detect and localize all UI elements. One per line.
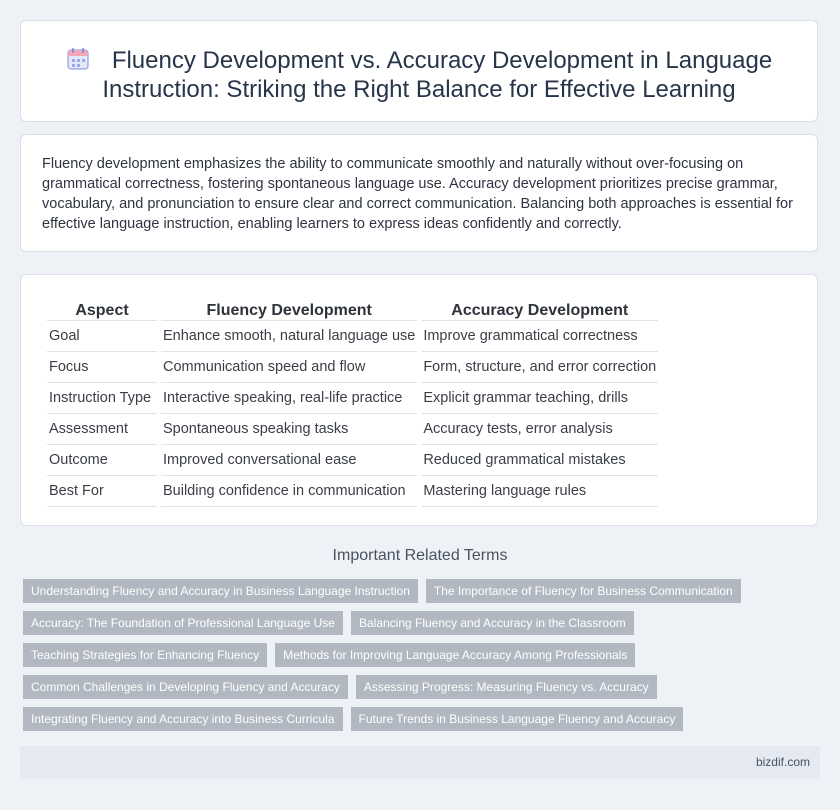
title-line-1: Fluency Development vs. Accuracy Development in Language [111,47,773,74]
table-cell: Assessment [47,413,157,444]
column-header-accuracy: Accuracy Development [451,302,629,319]
related-term-tag[interactable]: Methods for Improving Language Accuracy Among Professionals [275,643,635,667]
related-term-tag[interactable]: Assessing Progress: Measuring Fluency vs. Accuracy [356,675,657,699]
table-cell: Enhance smooth, natural language use [161,320,417,351]
intro-paragraph: Fluency development emphasizes the ability to communicate smoothly and naturally without over-focusing on grammatical correctness, fostering spontaneous language use. Accuracy development prioritizes precise grammar, vocabulary, and pronunciation to ensure clear and correct communication. Balancing both approaches is essential for effective language instruction, enabling learners to express ideas confidently and correctly. [42,156,793,232]
title-card [20,20,818,122]
related-term-tag[interactable]: Accuracy: The Foundation of Professional Language Use [23,611,343,635]
related-term-tag[interactable]: Teaching Strategies for Enhancing Fluency [23,643,267,667]
table-row [47,320,658,351]
footer-site-link[interactable]: bizdif.com [755,755,810,769]
table-cell: Communication speed and flow [161,351,417,382]
related-terms-heading: Important Related Terms [332,547,508,564]
table-row [47,413,658,444]
intro-card [20,134,818,252]
table-cell: Spontaneous speaking tasks [161,413,417,444]
related-term-tag[interactable]: The Importance of Fluency for Business Communication [426,579,741,603]
calendar-icon [66,47,90,71]
table-cell: Improve grammatical correctness [421,320,658,351]
title-line-2: Instruction: Striking the Right Balance for Effective Learning [102,76,736,103]
related-term-tag[interactable]: Understanding Fluency and Accuracy in Business Language Instruction [23,579,418,603]
table-cell: Best For [47,475,157,507]
table-cell: Mastering language rules [421,475,658,507]
table-cell: Explicit grammar teaching, drills [421,382,658,413]
related-term-tag[interactable]: Balancing Fluency and Accuracy in the Classroom [351,611,634,635]
table-cell: Accuracy tests, error analysis [421,413,658,444]
comparison-card [20,274,818,526]
related-term-tag[interactable]: Integrating Fluency and Accuracy into Business Curricula [23,707,343,731]
page-title [21,46,817,104]
table-row [47,475,658,507]
column-header-aspect: Aspect [75,302,129,319]
table-cell: Interactive speaking, real-life practice [161,382,417,413]
table-row [47,444,658,475]
table-header-row [47,296,658,320]
column-header-fluency: Fluency Development [206,302,372,319]
table-cell: Form, structure, and error correction [421,351,658,382]
table-cell: Instruction Type [47,382,157,413]
table-row [47,351,658,382]
footer-bar [20,746,820,779]
table-row [47,382,658,413]
table-cell: Focus [47,351,157,382]
table-cell: Building confidence in communication [161,475,417,507]
related-term-tag[interactable]: Common Challenges in Developing Fluency and Accuracy [23,675,348,699]
table-cell: Improved conversational ease [161,444,417,475]
comparison-table [43,296,662,507]
related-terms-list [23,579,803,731]
table-cell: Outcome [47,444,157,475]
related-term-tag[interactable]: Future Trends in Business Language Fluency and Accuracy [351,707,684,731]
table-cell: Goal [47,320,157,351]
table-cell: Reduced grammatical mistakes [421,444,658,475]
